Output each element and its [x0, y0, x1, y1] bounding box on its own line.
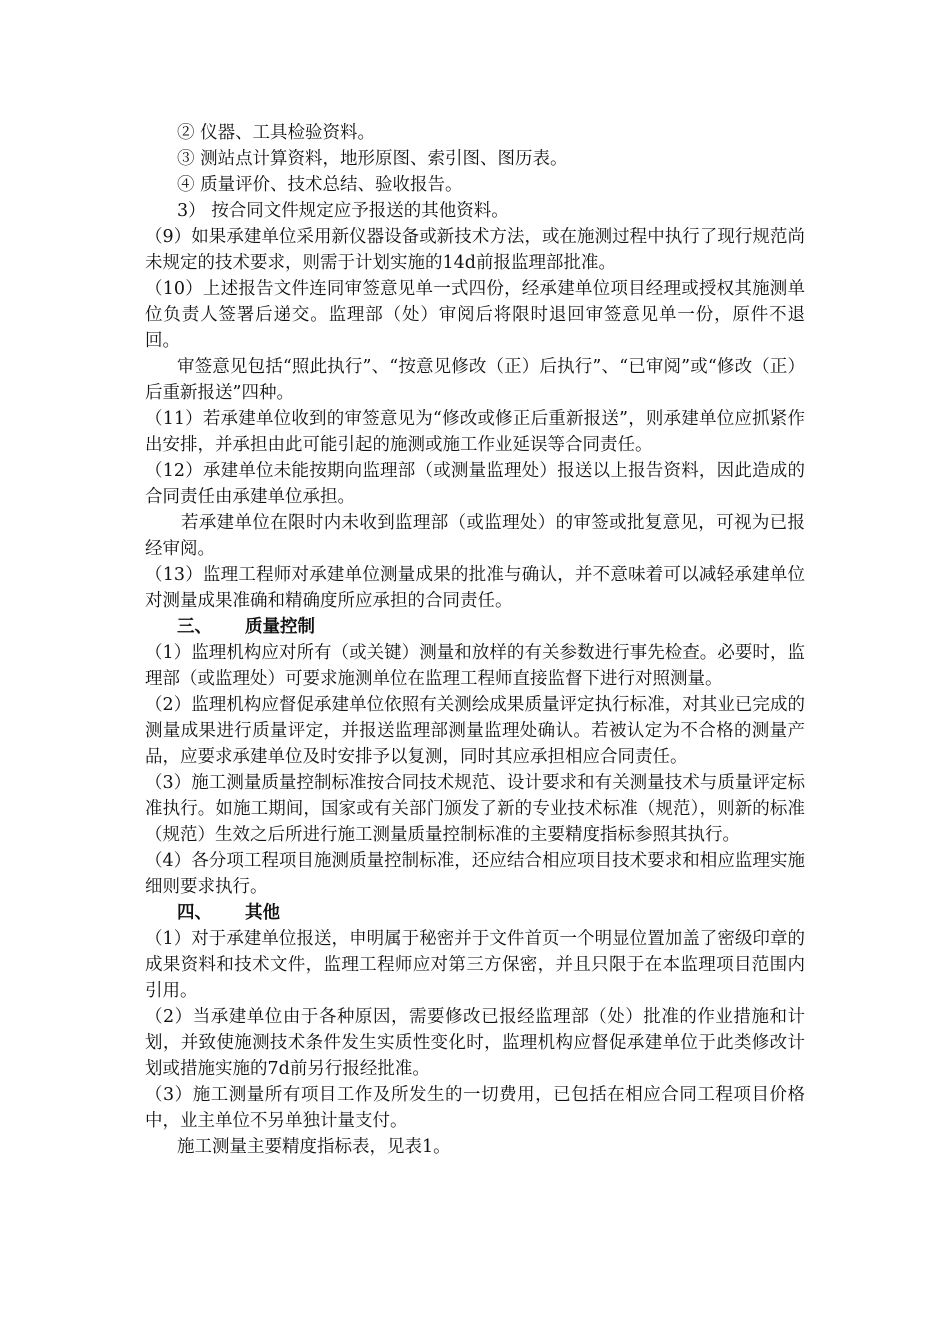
- section-number: 四、: [177, 903, 212, 923]
- paragraph-13: （13）监理工程师对承建单位测量成果的批准与确认，并不意味着可以减轻承建单位对测量成果准确和精确度所应承担的合同责任。: [145, 565, 805, 611]
- section-heading-other: [145, 900, 805, 926]
- paragraph-11: （11）若承建单位收到的审签意见为“修改或修正后重新报送”，则承建单位应抓紧作出安排，并承担由此可能引起的施测或施工作业延误等合同责任。: [145, 409, 805, 455]
- section-title: 其他: [245, 903, 280, 923]
- section3-item-1: （1）监理机构应对所有（或关键）测量和放样的有关参数进行事先检查。必要时，监理部（或监理处）可要求施测单位在监理工程师直接监督下进行对照测量。: [145, 643, 805, 689]
- list-item: ③ 测站点计算资料，地形原图、索引图、图历表。: [177, 149, 568, 169]
- paragraph-10: （10）上述报告文件连同审签意见单一式四份，经承建单位项目经理或授权其施测单位负责人签署后递交。监理部（处）审阅后将限时退回审签意见单一份，原件不退回。: [145, 279, 805, 351]
- list-item: 3） 按合同文件规定应予报送的其他资料。: [177, 201, 509, 221]
- list-item: ④ 质量评价、技术总结、验收报告。: [177, 175, 463, 195]
- section4-item-3: （3）施工测量所有项目工作及所发生的一切费用，已包括在相应合同工程项目价格中，业主单位不另单独计量支付。: [145, 1085, 805, 1131]
- section3-item-2: （2）监理机构应督促承建单位依照有关测绘成果质量评定执行标准，对其业已完成的测量成果进行质量评定，并报送监理部测量监理处确认。若被认定为不合格的测量产品，应要求承建单位及时安排予以复测，同时其应承担相应合同责任。: [145, 695, 805, 767]
- list-item: ② 仪器、工具检验资料。: [177, 123, 376, 143]
- closing-line: 施工测量主要精度指标表，见表1。: [177, 1137, 451, 1157]
- section3-item-4: （4）各分项工程项目施测质量控制标准，还应结合相应项目技术要求和相应监理实施细则要求执行。: [145, 851, 805, 897]
- section4-item-2: （2）当承建单位由于各种原因，需要修改已报经监理部（处）批准的作业措施和计划，并致使施测技术条件发生实质性变化时，监理机构应督促承建单位于此类修改计划或措施实施的7d前另行报经批准。: [145, 1007, 805, 1079]
- section-heading-quality-control: [145, 614, 805, 640]
- paragraph-12: （12）承建单位未能按期向监理部（或测量监理处）报送以上报告资料，因此造成的合同责任由承建单位承担。: [145, 461, 805, 507]
- paragraph-10-note: 审签意见包括“照此执行”、“按意见修改（正）后执行”、“已审阅”或“修改（正）后重新报送”四种。: [145, 357, 805, 403]
- section4-item-1: （1）对于承建单位报送，申明属于秘密并于文件首页一个明显位置加盖了密级印章的成果资料和技术文件，监理工程师应对第三方保密，并且只限于在本监理项目范围内引用。: [145, 929, 805, 1001]
- paragraph-9: （9）如果承建单位采用新仪器设备或新技术方法，或在施测过程中执行了现行规范尚未规定的技术要求，则需于计划实施的14d前报监理部批准。: [145, 227, 805, 273]
- section-number: 三、: [177, 617, 212, 637]
- document-page: [145, 120, 805, 1160]
- section3-item-3: （3）施工测量质量控制标准按合同技术规范、设计要求和有关测量技术与质量评定标准执行。如施工期间，国家或有关部门颁发了新的专业技术标准（规范），则新的标准（规范）生效之后所进行施工测量质量控制标准的主要精度指标参照其执行。: [145, 773, 805, 845]
- paragraph-12-note: 若承建单位在限时内未收到监理部（或监理处）的审签或批复意见，可视为已报经审阅。: [145, 513, 805, 559]
- section-title: 质量控制: [245, 617, 315, 637]
